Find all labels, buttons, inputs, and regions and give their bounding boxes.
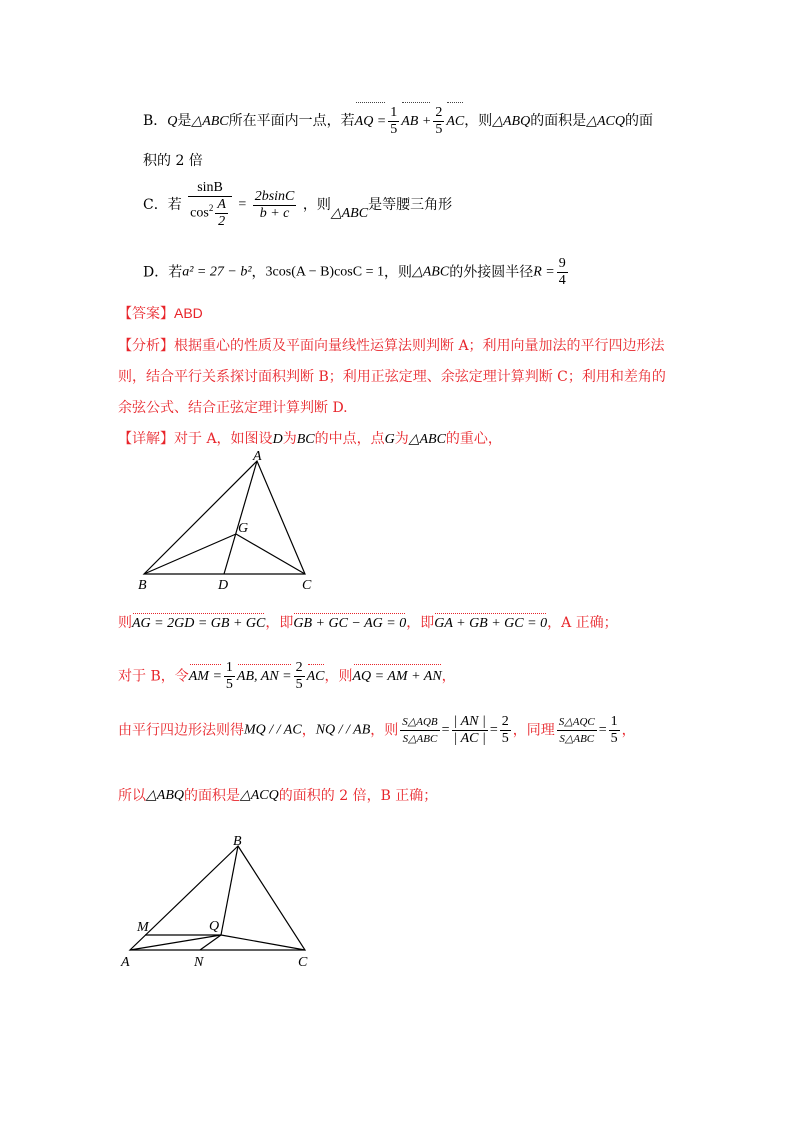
text: ，即 [265, 615, 294, 631]
option-b-line2: 积的 2 倍 [143, 153, 203, 169]
answer-line [118, 303, 203, 323]
equation-3: GA + GB + GC = 0 [434, 616, 548, 631]
label-m: M [137, 920, 149, 935]
text: 则 [118, 615, 132, 631]
text: 是 [177, 113, 192, 129]
text: ，则 [324, 668, 353, 685]
fraction-1-5 [388, 105, 399, 138]
denominator: 5 [610, 731, 618, 746]
denominator: 5 [435, 121, 443, 137]
solution-b-line1 [118, 660, 456, 693]
radius: R = [533, 264, 555, 280]
text: 的外接圆半径 [449, 264, 534, 281]
text: ， [441, 668, 456, 685]
fraction-1-5 [609, 714, 620, 747]
numerator: 9 [558, 256, 566, 271]
area-ratio-aqb [400, 714, 439, 747]
triangle-abc: △ABC [330, 206, 369, 221]
text: 由平行四边形法则得 [118, 722, 244, 739]
text: 的重心， [445, 431, 502, 447]
triangle-abq: △ABQ [146, 788, 184, 803]
vector-ab: AB + [401, 105, 431, 139]
analysis-line1 [118, 335, 665, 355]
equation-2: 3cos(A − B)cosC = 1 [265, 264, 384, 280]
option-b-line1 [143, 104, 653, 138]
label-c: C [302, 578, 312, 593]
text: ，则 [370, 722, 399, 739]
numerator: 2 [501, 714, 509, 729]
vector-am: AM = [189, 667, 222, 687]
vector-aq: AQ = [355, 105, 387, 139]
equation-2: GB + GC − AG = 0 [293, 616, 407, 631]
equals: = [441, 722, 450, 738]
parallel-nq-ab: NQ / / AB [315, 722, 371, 738]
numerator: 1 [390, 104, 398, 120]
comma: ， [251, 264, 266, 281]
fraction-2-5 [500, 714, 511, 747]
numerator: 1 [610, 714, 618, 729]
length-ratio [452, 714, 488, 747]
numerator: S△AQB [400, 714, 439, 731]
equals: = [489, 722, 498, 738]
triangle-acq: △ACQ [586, 114, 625, 129]
numerator: sinB [188, 180, 232, 197]
text: ，则 [383, 264, 412, 281]
denominator [188, 197, 232, 230]
triangle-abc-edges [144, 461, 305, 574]
option-c-line [143, 180, 452, 230]
solution-b-line3 [118, 786, 437, 806]
denominator: 5 [501, 731, 509, 746]
text: 的面积是 [183, 788, 240, 804]
triangle-abc: △ABC [408, 432, 446, 447]
label-g: G [238, 521, 249, 536]
equals: = [238, 197, 247, 212]
lhs-fraction [188, 180, 232, 230]
label-a: A [121, 955, 130, 970]
vector-ac: AC [307, 667, 325, 687]
option-label: D．若 [143, 264, 183, 281]
triangle-abc: △ABC [191, 114, 229, 129]
option-d-line [143, 256, 570, 289]
answer-value: ABD [174, 305, 203, 321]
label-b: B [138, 578, 147, 593]
vector-ab-an: AB, AN = [237, 667, 292, 687]
segment-bc: BC [296, 432, 315, 447]
text: 所在平面内一点，若 [228, 113, 355, 129]
text: ，A 正确； [547, 615, 618, 631]
text: 为 [394, 431, 409, 447]
label-a: A [253, 449, 262, 464]
numerator: 1 [225, 660, 233, 675]
option-label: B． [143, 113, 168, 129]
triangle-abc: △ABC [411, 264, 450, 280]
fraction-2-5 [433, 105, 444, 138]
vector-ac: AC [446, 105, 464, 139]
equation-1: AG = 2GD = GB + GC [132, 616, 266, 631]
numerator: S△AQC [557, 714, 597, 731]
label-d: D [218, 578, 229, 593]
equals: = [598, 722, 607, 738]
analysis-label: 【分析】 [118, 338, 174, 354]
answer-label: 【答案】 [118, 306, 174, 322]
numerator: | AN | [453, 714, 486, 729]
denominator: 4 [558, 273, 566, 288]
text: ，同理 [512, 722, 555, 739]
text: ，即 [406, 615, 435, 631]
fraction-9-4 [557, 256, 568, 289]
triangle-abq: △ABQ [492, 114, 531, 129]
point-q: Q [167, 114, 178, 129]
label-q: Q [209, 919, 220, 934]
vector-aq-sum: AQ = AM + AN [353, 667, 442, 687]
text: 的面 [624, 113, 653, 129]
parallel-mq-ac: MQ / / AC [244, 722, 302, 738]
denominator: S△ABC [402, 733, 438, 745]
label-b: B [233, 835, 242, 849]
numerator: A [217, 197, 226, 212]
denominator: | AC | [453, 731, 486, 746]
rhs-fraction [253, 189, 297, 222]
cos: cos [190, 205, 209, 221]
text: ， [301, 722, 316, 739]
label-n: N [194, 955, 204, 970]
point-g: G [384, 432, 395, 447]
fraction-1-5 [224, 660, 235, 693]
point-d: D [272, 432, 283, 447]
label-c: C [298, 955, 308, 970]
area-ratio-aqc [557, 714, 597, 747]
solution-a-line [118, 612, 618, 632]
segment-cq [221, 935, 305, 950]
denominator: b + c [259, 205, 290, 221]
figure-centroid [130, 448, 330, 598]
segment-gb [144, 534, 236, 574]
detail-intro [118, 428, 502, 448]
equation-1: a² = 27 − b² [182, 264, 252, 280]
denominator: 5 [390, 121, 398, 137]
text: 对于 A，如图设 [174, 431, 273, 447]
triangle-acq: △ACQ [239, 788, 279, 803]
analysis-text: 根据重心的性质及平面向量线性运算法则判断 A；利用向量加法的平行四边形法 [174, 338, 665, 354]
option-label: C．若 [143, 197, 182, 213]
text: 所以 [118, 788, 146, 804]
figure-parallelogram [115, 835, 325, 975]
denominator: S△ABC [559, 733, 595, 745]
text: 的面积是 [530, 113, 587, 129]
text: ，则 [464, 113, 493, 129]
half-angle-fraction [215, 197, 228, 230]
fraction-2-5 [294, 660, 305, 693]
numerator: 2bsinC [254, 188, 295, 204]
text: 是等腰三角形 [368, 197, 453, 213]
exponent: 2 [208, 203, 214, 214]
text: 对于 B，令 [118, 668, 189, 685]
text: ，则 [302, 197, 331, 213]
detail-label: 【详解】 [118, 431, 174, 447]
text: 的面积的 2 倍，B 正确； [278, 788, 438, 804]
denominator: 2 [218, 214, 226, 229]
text: ， [621, 722, 636, 739]
numerator: 2 [295, 660, 303, 675]
analysis-line3: 余弦公式、结合正弦定理计算判断 D. [118, 400, 348, 416]
text: 为 [282, 431, 297, 447]
segment-gc [236, 534, 305, 574]
denominator: 5 [225, 677, 233, 692]
denominator: 5 [295, 677, 303, 692]
text: 的中点，点 [314, 431, 385, 447]
analysis-line2: 则，结合平行关系探讨面积判断 B；利用正弦定理、余弦定理计算判断 C；利用和差角的 [118, 369, 666, 385]
solution-b-line2 [118, 714, 636, 747]
numerator: 2 [435, 104, 443, 120]
